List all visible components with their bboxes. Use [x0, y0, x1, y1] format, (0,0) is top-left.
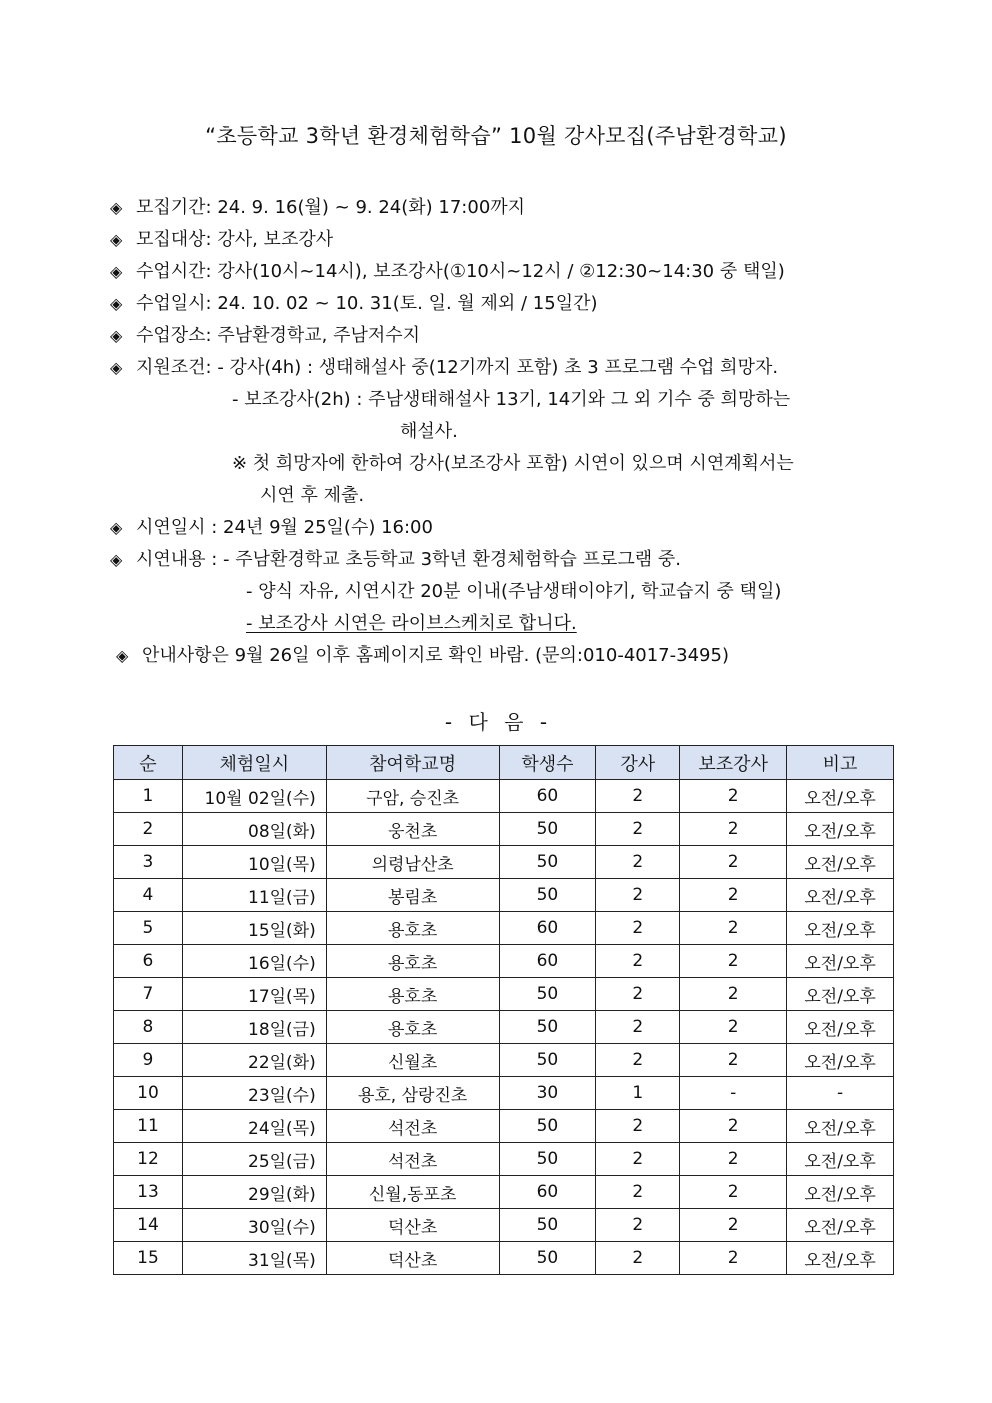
cell-school: 용호초: [326, 912, 499, 945]
diamond-bullet-icon: ◈: [110, 550, 123, 569]
cell-school: 웅천초: [326, 813, 499, 846]
cell-assistant: 2: [680, 1176, 787, 1209]
cell-school: 용호초: [326, 945, 499, 978]
cell-instructor: 2: [596, 1176, 680, 1209]
cell-students: 50: [499, 1209, 596, 1242]
schedule-table: [113, 745, 894, 1275]
cell-assistant: 2: [680, 1143, 787, 1176]
cell-school: 의령남산초: [326, 846, 499, 879]
info-requirements-note: ※ 첫 희망자에 한하여 강사(보조강사 포함) 시연이 있으며 시연계획서는: [232, 453, 794, 474]
cell-date: 15일(화): [182, 912, 326, 945]
cell-assistant: 2: [680, 1209, 787, 1242]
diamond-bullet-icon: ◈: [110, 230, 123, 249]
cell-students: 30: [499, 1077, 596, 1110]
cell-students: 50: [499, 846, 596, 879]
cell-no: 13: [114, 1176, 183, 1209]
cell-date: 25일(금): [182, 1143, 326, 1176]
cell-instructor: 2: [596, 912, 680, 945]
cell-remark: 오전/오후: [787, 1176, 894, 1209]
info-requirements-assistant: - 보조강사(2h) : 주남생태해설사 13기, 14기와 그 외 기수 중 희망하는: [232, 389, 791, 410]
table-header-row: [114, 746, 894, 780]
cell-assistant: 2: [680, 978, 787, 1011]
table-body: [114, 780, 894, 1275]
diamond-bullet-icon: ◈: [110, 326, 123, 345]
cell-remark: 오전/오후: [787, 813, 894, 846]
cell-school: 구암, 승진초: [326, 780, 499, 813]
cell-students: 60: [499, 945, 596, 978]
cell-remark: 오전/오후: [787, 1242, 894, 1275]
cell-instructor: 1: [596, 1077, 680, 1110]
cell-remark: -: [787, 1077, 894, 1110]
cell-school: 덕산초: [326, 1209, 499, 1242]
table-row: [114, 1209, 894, 1242]
cell-date: 10일(목): [182, 846, 326, 879]
header-date: 체험일시: [182, 746, 326, 780]
cell-assistant: 2: [680, 1044, 787, 1077]
cell-assistant: 2: [680, 1242, 787, 1275]
diamond-bullet-icon: ◈: [110, 262, 123, 281]
cell-date: 31일(목): [182, 1242, 326, 1275]
cell-remark: 오전/오후: [787, 846, 894, 879]
cell-assistant: -: [680, 1077, 787, 1110]
cell-date: 10월 02일(수): [182, 780, 326, 813]
cell-school: 용호초: [326, 1011, 499, 1044]
cell-instructor: 2: [596, 945, 680, 978]
cell-students: 50: [499, 813, 596, 846]
cell-date: 29일(화): [182, 1176, 326, 1209]
cell-school: 덕산초: [326, 1242, 499, 1275]
diamond-bullet-icon: ◈: [116, 646, 129, 665]
cell-students: 50: [499, 879, 596, 912]
info-demo-content-assistant: - 보조강사 시연은 라이브스케치로 합니다.: [246, 613, 577, 634]
cell-students: 50: [499, 1242, 596, 1275]
table-row: [114, 813, 894, 846]
cell-students: 60: [499, 780, 596, 813]
table-row: [114, 879, 894, 912]
cell-students: 60: [499, 1176, 596, 1209]
cell-date: 08일(화): [182, 813, 326, 846]
cell-assistant: 2: [680, 813, 787, 846]
cell-instructor: 2: [596, 1110, 680, 1143]
cell-instructor: 2: [596, 1242, 680, 1275]
cell-remark: 오전/오후: [787, 1110, 894, 1143]
cell-students: 50: [499, 1011, 596, 1044]
cell-students: 50: [499, 1110, 596, 1143]
cell-remark: 오전/오후: [787, 1011, 894, 1044]
cell-instructor: 2: [596, 1044, 680, 1077]
cell-remark: 오전/오후: [787, 1143, 894, 1176]
cell-assistant: 2: [680, 1011, 787, 1044]
cell-students: 50: [499, 978, 596, 1011]
cell-date: 16일(수): [182, 945, 326, 978]
header-assistant: 보조강사: [680, 746, 787, 780]
cell-instructor: 2: [596, 1011, 680, 1044]
cell-no: 2: [114, 813, 183, 846]
table-row: [114, 912, 894, 945]
header-school: 참여학교명: [326, 746, 499, 780]
cell-no: 1: [114, 780, 183, 813]
cell-assistant: 2: [680, 1110, 787, 1143]
table-row: [114, 1176, 894, 1209]
info-notice: ◈ 안내사항은 9월 26일 이후 홈페이지로 확인 바람. (문의:010-4017-3495): [116, 645, 729, 666]
table-row: [114, 1011, 894, 1044]
cell-students: 60: [499, 912, 596, 945]
cell-no: 11: [114, 1110, 183, 1143]
table-row: [114, 978, 894, 1011]
cell-remark: 오전/오후: [787, 912, 894, 945]
cell-date: 23일(수): [182, 1077, 326, 1110]
cell-remark: 오전/오후: [787, 1209, 894, 1242]
cell-assistant: 2: [680, 879, 787, 912]
cell-assistant: 2: [680, 945, 787, 978]
cell-school: 석전초: [326, 1143, 499, 1176]
cell-no: 14: [114, 1209, 183, 1242]
table-row: [114, 1110, 894, 1143]
cell-no: 3: [114, 846, 183, 879]
cell-instructor: 2: [596, 813, 680, 846]
cell-no: 4: [114, 879, 183, 912]
cell-school: 봉림초: [326, 879, 499, 912]
cell-remark: 오전/오후: [787, 780, 894, 813]
cell-remark: 오전/오후: [787, 879, 894, 912]
cell-date: 24일(목): [182, 1110, 326, 1143]
header-no: 순: [114, 746, 183, 780]
diamond-bullet-icon: ◈: [110, 198, 123, 217]
header-remark: 비고: [787, 746, 894, 780]
diamond-bullet-icon: ◈: [110, 518, 123, 537]
cell-no: 15: [114, 1242, 183, 1275]
cell-school: 신월초: [326, 1044, 499, 1077]
info-class-dates: ◈ 수업일시: 24. 10. 02 ~ 10. 31(토. 일. 월 제외 / 15일간): [110, 293, 598, 314]
cell-no: 9: [114, 1044, 183, 1077]
document-title: “초등학교 3학년 환경체험학습” 10월 강사모집(주남환경학교): [205, 124, 787, 148]
header-students: 학생수: [499, 746, 596, 780]
cell-remark: 오전/오후: [787, 978, 894, 1011]
cell-date: 18일(금): [182, 1011, 326, 1044]
cell-no: 7: [114, 978, 183, 1011]
info-recruit-period: ◈ 모집기간: 24. 9. 16(월) ~ 9. 24(화) 17:00까지: [110, 197, 526, 218]
cell-no: 6: [114, 945, 183, 978]
info-demo-content: ◈ 시연내용 : - 주남환경학교 초등학교 3학년 환경체험학습 프로그램 중.: [110, 549, 681, 570]
cell-remark: 오전/오후: [787, 1044, 894, 1077]
cell-instructor: 2: [596, 978, 680, 1011]
header-instructor: 강사: [596, 746, 680, 780]
info-class-place: ◈ 수업장소: 주남환경학교, 주남저수지: [110, 325, 421, 346]
info-class-time: ◈ 수업시간: 강사(10시~14시), 보조강사(①10시~12시 / ②12:30~14:30 중 택일): [110, 261, 785, 282]
diamond-bullet-icon: ◈: [110, 358, 123, 377]
cell-school: 용호, 삼랑진초: [326, 1077, 499, 1110]
cell-assistant: 2: [680, 912, 787, 945]
info-requirements-assistant-cont: 해설사.: [400, 421, 458, 442]
cell-instructor: 2: [596, 879, 680, 912]
cell-remark: 오전/오후: [787, 945, 894, 978]
cell-students: 50: [499, 1044, 596, 1077]
diamond-bullet-icon: ◈: [110, 294, 123, 313]
info-demo-date: ◈ 시연일시 : 24년 9월 25일(수) 16:00: [110, 517, 433, 538]
cell-no: 10: [114, 1077, 183, 1110]
table-row: [114, 1143, 894, 1176]
section-heading: - 다 음 -: [444, 710, 548, 734]
cell-school: 석전초: [326, 1110, 499, 1143]
table-row: [114, 945, 894, 978]
cell-date: 30일(수): [182, 1209, 326, 1242]
table-row: [114, 846, 894, 879]
cell-instructor: 2: [596, 846, 680, 879]
info-demo-content-format: - 양식 자유, 시연시간 20분 이내(주남생태이야기, 학교습지 중 택일): [246, 581, 782, 602]
table-row: [114, 1242, 894, 1275]
table-row: [114, 1077, 894, 1110]
cell-date: 22일(화): [182, 1044, 326, 1077]
cell-instructor: 2: [596, 780, 680, 813]
cell-instructor: 2: [596, 1209, 680, 1242]
info-requirements-note-cont: 시연 후 제출.: [260, 485, 365, 506]
cell-date: 17일(목): [182, 978, 326, 1011]
cell-school: 신월,동포초: [326, 1176, 499, 1209]
info-recruit-target: ◈ 모집대상: 강사, 보조강사: [110, 229, 334, 250]
cell-instructor: 2: [596, 1143, 680, 1176]
cell-no: 12: [114, 1143, 183, 1176]
cell-no: 8: [114, 1011, 183, 1044]
table-row: [114, 780, 894, 813]
cell-no: 5: [114, 912, 183, 945]
cell-assistant: 2: [680, 780, 787, 813]
cell-assistant: 2: [680, 846, 787, 879]
info-requirements: ◈ 지원조건: - 강사(4h) : 생태해설사 중(12기까지 포함) 초 3 프로그램 수업 희망자.: [110, 357, 779, 378]
table-row: [114, 1044, 894, 1077]
cell-date: 11일(금): [182, 879, 326, 912]
cell-school: 용호초: [326, 978, 499, 1011]
cell-students: 50: [499, 1143, 596, 1176]
